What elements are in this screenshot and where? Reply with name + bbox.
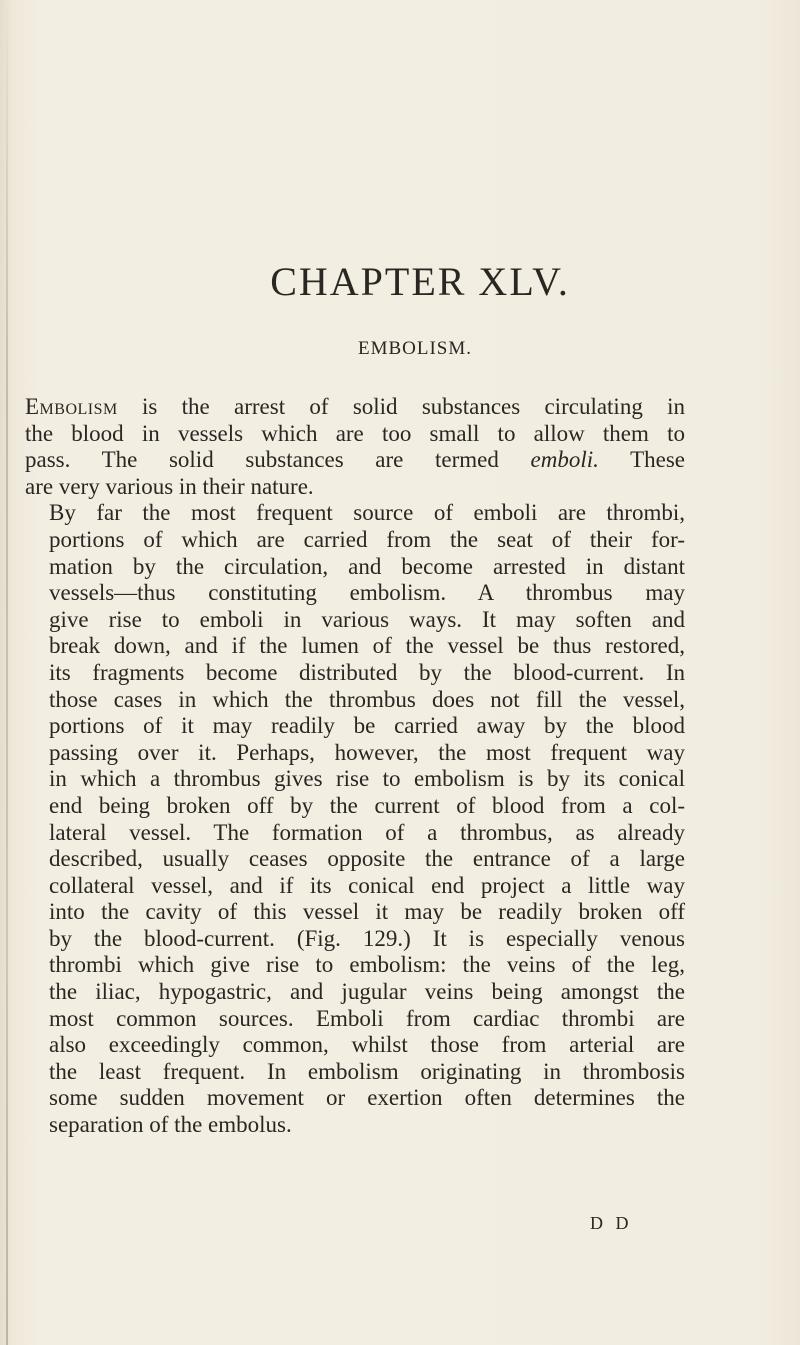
text-line: in which a thrombus gives rise to embolism is by its conical (49, 766, 685, 792)
text-line: by the blood-current. (Fig. 129.) It is especially venous (49, 925, 685, 951)
text-fragment: These (598, 447, 685, 473)
text-line: separation of the embolus. (49, 1112, 292, 1138)
text-fragment: is the arrest of solid substances circulating in (117, 394, 685, 419)
paragraph-1 (25, 394, 685, 500)
text-line: By far the most frequent source of emboli are thrombi, (49, 500, 685, 526)
text-line: the iliac, hypogastric, and jugular veins being amongst the (49, 979, 685, 1005)
text-line: passing over it. Perhaps, however, the most frequent way (49, 739, 685, 765)
text-line (25, 447, 685, 474)
text-line: mation by the circulation, and become arrested in distant (49, 553, 685, 579)
section-title: EMBOLISM. (357, 338, 473, 359)
text-line: its fragments become distributed by the blood-current. In (49, 659, 685, 685)
page-gutter-shadow (6, 0, 8, 1345)
paragraph-2 (25, 500, 685, 1138)
chapter-title: CHAPTER XLV. (270, 259, 570, 304)
emphasis-term: emboli. (530, 447, 599, 473)
text-line: those cases in which the thrombus does not fill the vessel, (49, 686, 685, 712)
text-fragment: pass. The solid substances are termed (25, 447, 531, 473)
text-line: most common sources. Emboli from cardiac thrombi are (49, 1005, 685, 1031)
lead-word: Embolism (25, 394, 118, 419)
text-line: thrombi which give rise to embolism: the veins of the leg, (49, 952, 685, 978)
signature-mark: D D (590, 1213, 633, 1233)
text-line: the blood in vessels which are too small to allow them to (25, 420, 685, 446)
text-line: into the cavity of this vessel it may be readily broken off (49, 899, 685, 925)
text-line: vessels—thus constituting embolism. A thrombus may (49, 580, 685, 606)
text-line: collateral vessel, and if its conical end project a little way (49, 872, 685, 898)
text-line: are very various in their nature. (25, 473, 314, 499)
body-text (25, 394, 685, 1139)
text-line: portions of it may readily be carried away by the blood (49, 713, 685, 739)
text-line: described, usually ceases opposite the entrance of a large (49, 846, 685, 872)
text-line: some sudden movement or exertion often determines the (49, 1085, 685, 1111)
text-line (25, 394, 685, 421)
text-line: end being broken off by the current of blood from a col- (49, 792, 685, 818)
text-line: lateral vessel. The formation of a thrombus, as already (49, 819, 685, 845)
text-line: the least frequent. In embolism originating in thrombosis (49, 1058, 685, 1084)
text-line: portions of which are carried from the seat of their for- (49, 526, 685, 552)
text-line: also exceedingly common, whilst those from arterial are (49, 1032, 685, 1058)
text-line: break down, and if the lumen of the vessel be thus restored, (49, 633, 685, 659)
text-line: give rise to emboli in various ways. It may soften and (49, 606, 685, 632)
